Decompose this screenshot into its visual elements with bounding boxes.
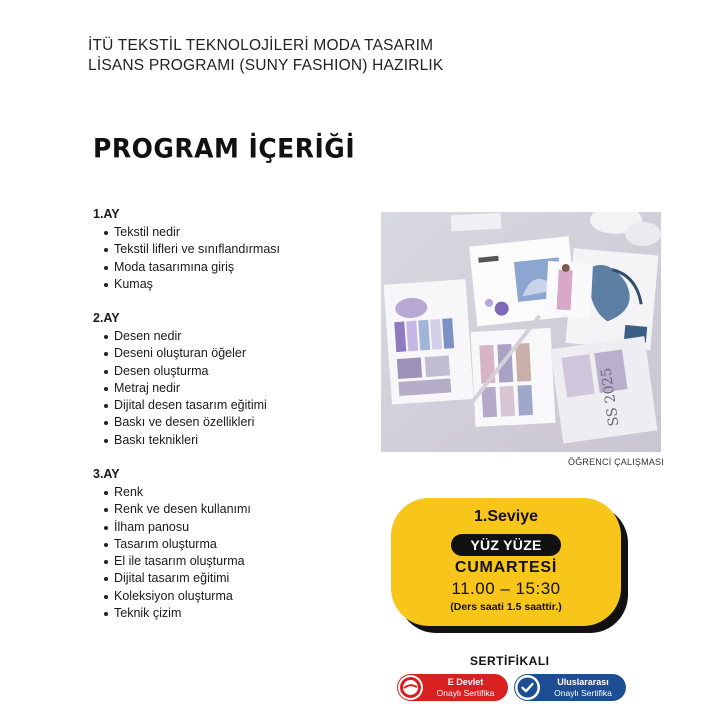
- month-section-2: [93, 310, 383, 449]
- list-item: Tasarım oluşturma: [104, 536, 383, 553]
- day-label: CUMARTESİ: [454, 559, 558, 576]
- edevlet-logo-icon: [398, 675, 423, 700]
- international-certificate-badge: [514, 674, 626, 701]
- list-item: Dijital tasarım eğitimi: [104, 570, 383, 587]
- board-label: SS 2025: [598, 366, 623, 428]
- month-section-3: [93, 466, 383, 622]
- topic-list: [93, 328, 383, 449]
- list-item: Dijital desen tasarım eğitimi: [104, 397, 383, 414]
- list-item: Baskı ve desen özellikleri: [104, 414, 383, 431]
- header-line-2: LİSANS PROGRAMI (SUNY FASHION) HAZIRLIK: [88, 57, 444, 74]
- time-label: 11.00 – 15:30: [451, 579, 561, 598]
- duration-note: (Ders saati 1.5 saattir.): [450, 601, 562, 613]
- list-item: Desen oluşturma: [104, 363, 383, 380]
- moodboard-illustration: [381, 212, 661, 452]
- mode-pill: YÜZ YÜZE: [451, 534, 561, 556]
- list-item: Koleksiyon oluşturma: [104, 588, 383, 605]
- edevlet-label: E Devlet: [447, 677, 484, 687]
- edevlet-sublabel: Onaylı Sertifika: [436, 688, 495, 698]
- list-item: Moda tasarımına giriş: [104, 259, 383, 276]
- topic-list: [93, 484, 383, 622]
- list-item: Tekstil nedir: [104, 224, 383, 241]
- list-item: Kumaş: [104, 276, 383, 293]
- certificate-title: SERTİFİKALI: [470, 654, 550, 668]
- list-item: Tekstil lifleri ve sınıflandırması: [104, 241, 383, 258]
- month-heading: 1.AY: [93, 207, 120, 221]
- student-work-photo: [381, 212, 661, 452]
- checkmark-icon: [515, 675, 540, 700]
- list-item: Desen nedir: [104, 328, 383, 345]
- edevlet-certificate-badge: [397, 674, 508, 701]
- month-section-1: [93, 206, 383, 293]
- month-heading: 3.AY: [93, 467, 120, 481]
- month-heading: 2.AY: [93, 311, 120, 325]
- level-label: 1.Seviye: [473, 508, 539, 525]
- list-item: Teknik çizim: [104, 605, 383, 622]
- program-header: [88, 36, 443, 76]
- list-item: Renk: [104, 484, 383, 501]
- list-item: El ile tasarım oluşturma: [104, 553, 383, 570]
- header-line-1: İTÜ TEKSTİL TEKNOLOJİLERİ MODA TASARIM: [88, 37, 434, 54]
- international-label: Uluslararası: [557, 677, 609, 687]
- list-item: Metraj nedir: [104, 380, 383, 397]
- international-sublabel: Onaylı Sertifika: [554, 688, 612, 698]
- topic-list: [93, 224, 383, 293]
- level-badge: [391, 498, 621, 626]
- list-item: Deseni oluşturan öğeler: [104, 345, 383, 362]
- photo-caption: ÖĞRENCİ ÇALIŞMASI: [568, 457, 664, 467]
- list-item: Baskı teknikleri: [104, 432, 383, 449]
- list-item: Renk ve desen kullanımı: [104, 501, 383, 518]
- page-title: PROGRAM İÇERİĞİ: [93, 133, 356, 164]
- list-item: İlham panosu: [104, 519, 383, 536]
